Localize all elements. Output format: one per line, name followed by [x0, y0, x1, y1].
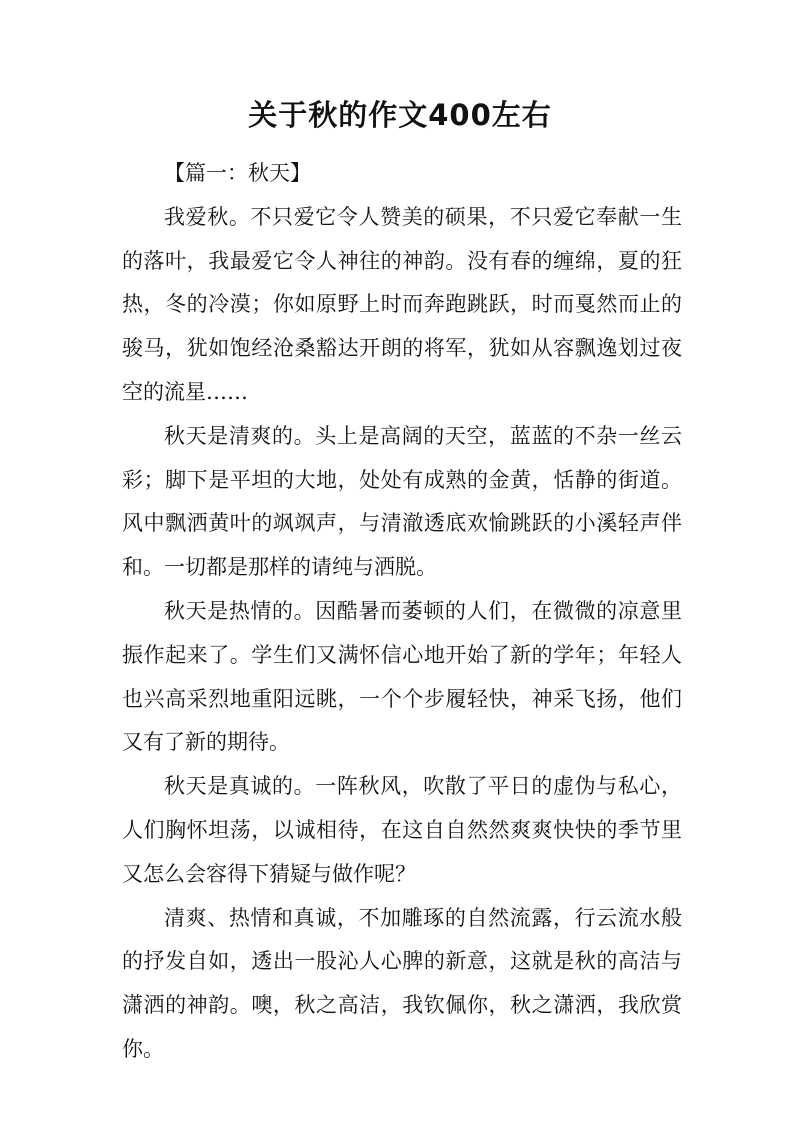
paragraph-3: 秋天是热情的。因酷暑而萎顿的人们，在微微的凉意里振作起来了。学生们又满怀信心地开始了新的学年；年轻人也兴高采烈地重阳远眺，一个个步履轻快，神采飞扬，他们又有了新的期待。	[122, 598, 682, 755]
paragraph-4: 秋天是真诚的。一阵秋风，吹散了平日的虚伪与私心，人们胸怀坦荡，以诚相待，在这自自然然爽爽快快的季节里又怎么会容得下猜疑与做作呢？	[122, 774, 682, 886]
paragraph-2: 秋天是清爽的。头上是高阔的天空，蓝蓝的不杂一丝云彩；脚下是平坦的大地，处处有成熟的金黄，恬静的街道。风中飘洒黄叶的飒飒声，与清澈透底欢愉跳跃的小溪轻声伴和。一切都是那样的请纯与洒脱。	[122, 423, 682, 580]
paragraph-1: 我爱秋。不只爱它令人赞美的硕果，不只爱它奉献一生的落叶，我最爱它令人神往的神韵。没有春的缠绵，夏的狂热，冬的冷漠；你如原野上时而奔跑跳跃，时而戛然而止的骏马，犹如饱经沧桑豁达开朗的将军，犹如从容飘逸划过夜空的流星……	[122, 204, 682, 404]
document-title: 关于秋的作文400左右	[248, 98, 552, 132]
document-body	[122, 152, 682, 1072]
section-heading: 【篇一：秋天】	[164, 161, 311, 185]
paragraph-5: 清爽、热情和真诚，不加雕琢的自然流露，行云流水般的抒发自如，透出一股沁人心脾的新意，这就是秋的高洁与潇洒的神韵。噢，秋之高洁，我钦佩你，秋之潇洒，我欣赏你。	[122, 905, 682, 1061]
